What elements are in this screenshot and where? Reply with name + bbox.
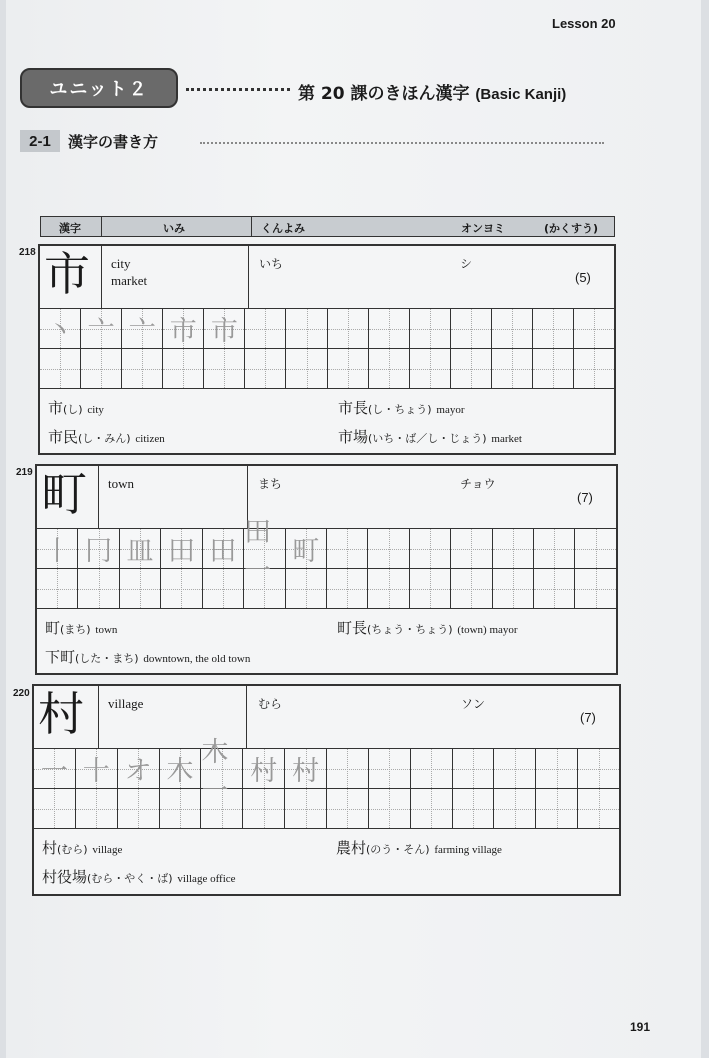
grid-cell [117, 749, 159, 788]
grid-cell [492, 529, 533, 568]
kanji-meaning: town [108, 476, 134, 491]
grid-cell [493, 789, 535, 828]
grid-cell [159, 789, 201, 828]
stroke-step: 木 [201, 736, 229, 768]
stroke-step: オ [124, 756, 152, 787]
entry-number: 218 [19, 247, 36, 258]
grid-cell [77, 569, 118, 608]
vocab-word: 町 [45, 619, 61, 637]
kanji-meaning: city market [111, 256, 148, 288]
grid-cell [121, 309, 162, 348]
grid-cell [242, 749, 284, 788]
grid-cell [368, 349, 409, 388]
stroke-step: 村 [250, 756, 278, 787]
stroke-step: 一 [40, 756, 68, 787]
grid-cell [327, 349, 368, 388]
grid-cell [409, 349, 450, 388]
vocab-english: farming village [434, 844, 502, 856]
vocab-reading: (し) [63, 403, 83, 416]
grid-row [34, 788, 619, 828]
kanji-character: 村 [38, 687, 84, 741]
vocab-item [48, 397, 104, 418]
grid-cell [492, 569, 533, 608]
grid-row [34, 736, 619, 788]
grid-cell [450, 529, 491, 568]
kanji-character: 市 [44, 247, 90, 301]
vocab-english: city [87, 404, 104, 416]
vocab-word: 市場 [338, 428, 369, 446]
grid-cell [285, 349, 326, 388]
dotted-leader [186, 88, 290, 91]
divider [251, 217, 252, 236]
vocab-reading: (むら・やく・ば) [87, 872, 173, 885]
grid-cell [121, 349, 162, 388]
on-reading: チョウ [460, 477, 496, 491]
grid-cell [202, 569, 243, 608]
vocab-english: mayor [436, 404, 465, 416]
kanji-meaning: village [108, 696, 144, 711]
vocab-word: 市民 [48, 428, 79, 446]
vocab-word: 村 [42, 839, 58, 857]
vocab-item [48, 426, 165, 447]
stroke-step: 市 [169, 316, 197, 347]
vocab-item [45, 646, 250, 667]
grid-cell [242, 789, 284, 828]
practice-grid [37, 516, 616, 609]
entry-number: 220 [13, 688, 30, 699]
grid-cell [160, 569, 201, 608]
grid-cell [285, 529, 326, 568]
grid-row [40, 348, 614, 388]
grid-cell [450, 569, 491, 608]
stroke-step: 村 [292, 756, 320, 787]
divider [246, 686, 247, 748]
header-kun: くんよみ [261, 222, 305, 235]
table-header [40, 216, 615, 237]
unit-title-en: (Basic Kanji) [475, 86, 567, 103]
section-number: 2-1 [20, 130, 60, 152]
grid-cell [284, 789, 326, 828]
divider [101, 217, 102, 236]
grid-cell [410, 749, 452, 788]
grid-cell [535, 749, 577, 788]
vocab-english: village office [177, 873, 236, 885]
grid-cell [160, 529, 201, 568]
grid-cell [284, 749, 326, 788]
grid-cell [452, 749, 494, 788]
grid-cell [409, 529, 450, 568]
kanji-character: 町 [41, 467, 87, 521]
stroke-step: 田 [167, 536, 195, 567]
vocab-reading: (まち) [60, 623, 91, 636]
grid-cell [452, 789, 494, 828]
kun-reading: むら [258, 697, 283, 711]
grid-cell [75, 749, 117, 788]
stroke-step: 亠 [87, 316, 115, 347]
divider [98, 466, 99, 528]
stroke-step: 皿 [126, 536, 154, 567]
grid-cell [326, 529, 367, 568]
stroke-step: 木 [166, 756, 194, 787]
vocab-item [336, 837, 502, 858]
grid-cell [577, 749, 619, 788]
grid-cell [410, 789, 452, 828]
grid-cell [491, 309, 532, 348]
grid-cell [75, 789, 117, 828]
vocab-reading: (むら) [57, 843, 88, 856]
grid-cell [37, 569, 77, 608]
grid-cell [162, 309, 203, 348]
grid-cell [326, 569, 367, 608]
grid-cell [40, 309, 80, 348]
grid-cell [368, 749, 410, 788]
kun-reading: まち [258, 477, 283, 491]
grid-cell [368, 309, 409, 348]
vocab-item [338, 426, 522, 447]
unit-title-jp: 第 20 課のきほん漢字 [298, 84, 470, 104]
grid-cell [491, 349, 532, 388]
grid-cell [244, 349, 285, 388]
vocab-reading: (ちょう・ちょう) [367, 623, 453, 636]
grid-cell [532, 309, 573, 348]
vocab-word: 町長 [337, 619, 368, 637]
vocab-word: 市長 [338, 399, 369, 417]
divider [248, 246, 249, 308]
grid-cell [327, 309, 368, 348]
practice-grid [40, 308, 614, 389]
header-strokes: (かくすう) [544, 222, 599, 235]
grid-cell [200, 736, 242, 788]
grid-cell [409, 309, 450, 348]
vocab-item [337, 617, 518, 638]
stroke-step: 丶 [46, 316, 74, 347]
grid-cell [367, 569, 408, 608]
grid-cell [77, 529, 118, 568]
vocab-reading: (し・ちょう) [368, 403, 432, 416]
vocab-reading: (し・みん) [78, 432, 131, 445]
vocab-english: town [95, 624, 118, 636]
grid-cell [326, 749, 368, 788]
grid-cell [159, 749, 201, 788]
vocab-word: 農村 [336, 839, 367, 857]
grid-cell [577, 789, 619, 828]
divider [98, 686, 99, 748]
header-on: オンヨミ [461, 222, 505, 235]
grid-cell [203, 309, 244, 348]
unit-badge: ユニット２ [20, 68, 178, 108]
header-meaning: いみ [163, 222, 185, 235]
grid-cell [203, 349, 244, 388]
unit-title [298, 79, 566, 104]
vocab-word: 村役場 [42, 868, 88, 886]
grid-cell [119, 569, 160, 608]
vocab-reading: (のう・そん) [366, 843, 430, 856]
kanji-entry-220 [32, 684, 621, 896]
grid-cell [574, 529, 615, 568]
on-reading: シ [460, 257, 473, 271]
stroke-step: 冂 [85, 536, 113, 567]
grid-cell [285, 309, 326, 348]
grid-cell [450, 309, 491, 348]
grid-cell [450, 349, 491, 388]
stroke-step: 十 [82, 756, 110, 787]
grid-cell [533, 529, 574, 568]
grid-cell [119, 529, 160, 568]
grid-cell [533, 569, 574, 608]
dotted-leader [200, 142, 604, 144]
vocab-word: 市 [48, 399, 64, 417]
grid-cell [573, 309, 614, 348]
section-title: 漢字の書き方 [68, 133, 159, 151]
vocab-item [338, 397, 465, 418]
grid-cell [574, 569, 615, 608]
kanji-entry-219 [35, 464, 618, 675]
vocab-reading: (した・まち) [75, 652, 139, 665]
grid-cell [367, 529, 408, 568]
grid-row [40, 309, 614, 348]
kanji-entry-218 [38, 244, 616, 455]
grid-row [37, 568, 616, 608]
entry-number: 219 [16, 467, 33, 478]
grid-cell [80, 349, 121, 388]
vocab-item [45, 617, 117, 638]
kun-reading: いち [259, 257, 284, 271]
grid-cell [117, 789, 159, 828]
on-reading: ソン [461, 697, 486, 711]
grid-cell [243, 516, 284, 568]
grid-cell [37, 529, 77, 568]
grid-cell [573, 349, 614, 388]
stroke-count: (7) [580, 710, 596, 725]
stroke-step: 亠 [128, 316, 156, 347]
stroke-count: (5) [575, 270, 591, 285]
grid-cell [202, 529, 243, 568]
grid-cell [409, 569, 450, 608]
stroke-step: 丨 [43, 536, 71, 567]
grid-cell [368, 789, 410, 828]
stroke-count: (7) [577, 490, 593, 505]
page-number: 191 [630, 1020, 651, 1034]
grid-cell [326, 789, 368, 828]
vocab-reading: (いち・ば／し・じょう) [368, 432, 487, 445]
grid-cell [80, 309, 121, 348]
grid-row [37, 516, 616, 568]
grid-cell [244, 309, 285, 348]
stroke-step: 田 [244, 516, 272, 548]
vocab-english: citizen [135, 433, 165, 445]
grid-cell [34, 789, 75, 828]
stroke-step: 田 [209, 536, 237, 567]
grid-cell [34, 749, 75, 788]
divider [101, 246, 102, 308]
grid-cell [40, 349, 80, 388]
vocab-item [42, 837, 122, 858]
header-kanji: 漢字 [59, 222, 81, 235]
grid-cell [162, 349, 203, 388]
stroke-step: 町 [292, 536, 320, 567]
vocab-english: market [491, 433, 522, 445]
practice-grid [34, 736, 619, 829]
stroke-step: 市 [210, 316, 238, 347]
grid-cell [535, 789, 577, 828]
vocab-item [42, 866, 236, 887]
lesson-label: Lesson 20 [552, 16, 616, 31]
vocab-english: downtown, the old town [143, 653, 251, 665]
vocab-english: (town) mayor [457, 624, 518, 636]
vocab-word: 下町 [45, 648, 76, 666]
grid-cell [493, 749, 535, 788]
grid-cell [285, 569, 326, 608]
vocab-english: village [92, 844, 123, 856]
grid-cell [532, 349, 573, 388]
